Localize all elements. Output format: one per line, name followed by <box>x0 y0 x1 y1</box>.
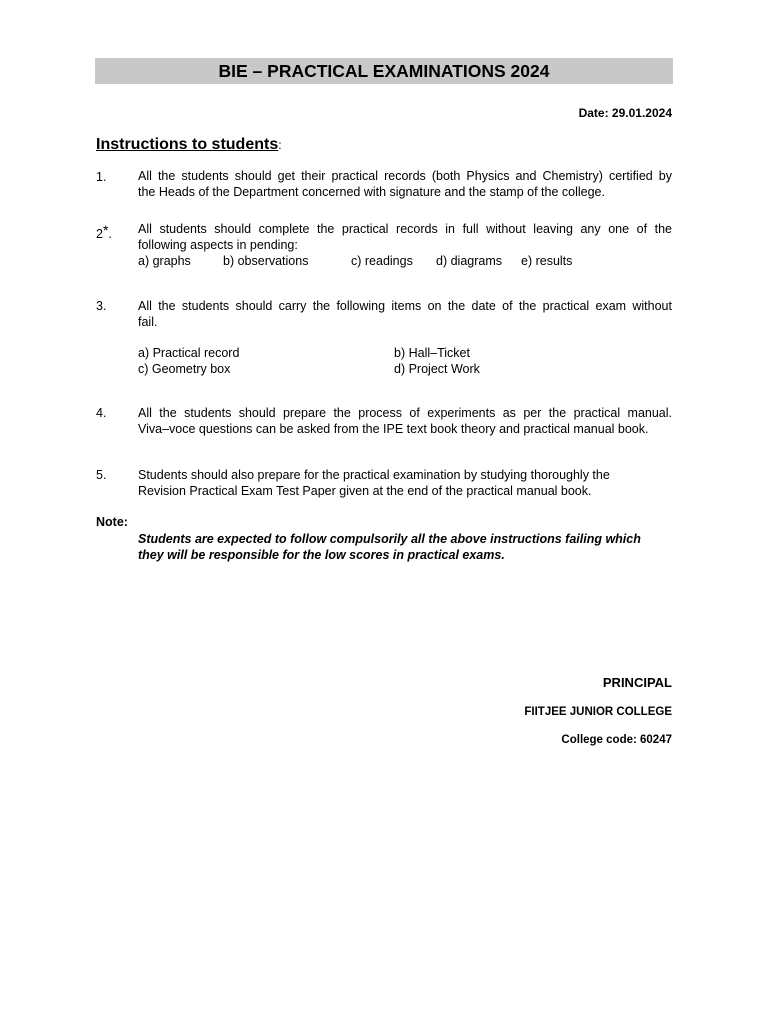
note-label: Note: <box>96 515 128 529</box>
note-line-2: they will be responsible for the low scores in practical exams. <box>138 548 505 562</box>
item-1-text <box>138 168 672 200</box>
item-3-text <box>138 298 672 330</box>
carry-item-hall-ticket: b) Hall–Ticket <box>394 346 470 360</box>
item-4-text <box>138 405 672 437</box>
item-4-line-2: Viva–voce questions can be asked from the IPE text book theory and practical manual book. <box>138 422 649 436</box>
item-5-number: 5. <box>96 468 107 482</box>
item-1-line-1: All the students should get their practical records (both Physics and Chemistry) certified by <box>138 169 672 183</box>
signature-college: FIITJEE JUNIOR COLLEGE <box>524 706 672 718</box>
document-title: BIE – PRACTICAL EXAMINATIONS 2024 <box>95 58 673 84</box>
carry-item-project-work: d) Project Work <box>394 362 480 376</box>
item-4-line-1: All the students should prepare the process of experiments as per the practical manual. <box>138 406 672 420</box>
item-2-number-dot: . <box>108 227 112 241</box>
signature-college-code: College code: 60247 <box>561 734 672 746</box>
item-3-number: 3. <box>96 299 107 313</box>
aspect-graphs: a) graphs <box>138 254 191 268</box>
aspect-results: e) results <box>521 254 573 268</box>
note-text <box>138 531 678 563</box>
item-1-number: 1. <box>96 170 107 184</box>
item-3-line-1: All the students should carry the following items on the date of the practical exam without <box>138 299 672 313</box>
item-4-number: 4. <box>96 406 107 420</box>
item-5-line-2: Revision Practical Exam Test Paper given at the end of the practical manual book. <box>138 484 592 498</box>
note-line-1: Students are expected to follow compulsorily all the above instructions failing which <box>138 532 641 546</box>
instructions-heading-text: Instructions to students <box>96 136 279 153</box>
aspect-diagrams: d) diagrams <box>436 254 502 268</box>
instructions-heading <box>96 136 282 154</box>
item-5-text <box>138 467 672 499</box>
carry-item-practical-record: a) Practical record <box>138 346 240 360</box>
aspect-readings: c) readings <box>351 254 413 268</box>
carry-item-geometry-box: c) Geometry box <box>138 362 231 376</box>
document-date: Date: 29.01.2024 <box>578 106 672 120</box>
item-2-aspects-list <box>138 253 672 269</box>
item-2-number <box>96 222 112 241</box>
instructions-heading-colon: : <box>278 138 282 152</box>
item-5-line-1: Students should also prepare for the practical examination by studying thoroughly the <box>138 468 610 482</box>
item-1-line-2: the Heads of the Department concerned with signature and the stamp of the college. <box>138 185 605 199</box>
aspect-observations: b) observations <box>223 254 309 268</box>
item-2-asterisk: * <box>102 222 109 238</box>
signature-role: PRINCIPAL <box>602 675 672 690</box>
item-2-line-1: All students should complete the practical records in full without leaving any one of the <box>138 222 672 236</box>
item-3-line-2: fail. <box>138 315 158 329</box>
item-2-line-2: following aspects in pending: <box>138 238 298 252</box>
item-2-number-digit: 2 <box>96 227 103 241</box>
item-2-text <box>138 221 672 269</box>
